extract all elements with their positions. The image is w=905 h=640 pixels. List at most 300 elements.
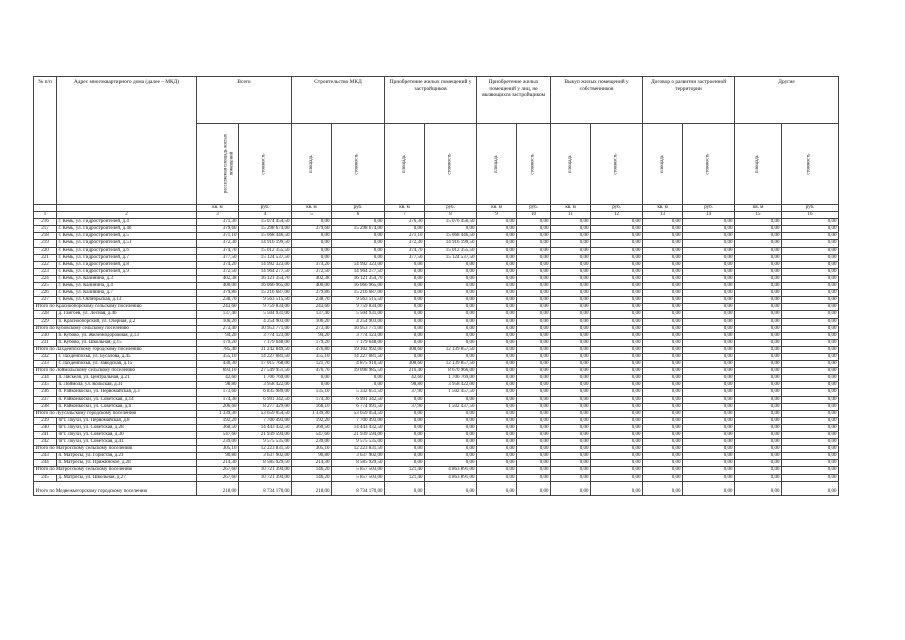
value-cell: 0,00 <box>735 268 782 275</box>
value-cell: 0,00 <box>735 240 782 247</box>
value-cell: 400,00 <box>292 283 332 290</box>
value-cell: 0,00 <box>683 290 735 297</box>
value-cell: 273,40 <box>292 325 332 332</box>
row-address: г. Кемь, ул. Октябрьская, д.13 <box>57 297 197 304</box>
value-cell: 7 179 648,00 <box>239 339 292 346</box>
value-cell: 238,70 <box>197 297 239 304</box>
value-cell: 0,00 <box>517 339 551 346</box>
value-cell: 0,00 <box>683 268 735 275</box>
value-cell: 0,00 <box>782 467 839 474</box>
value-cell: 0,00 <box>735 467 782 474</box>
header-units-row <box>34 205 839 212</box>
value-cell: 0,00 <box>425 226 477 233</box>
header-cost <box>332 124 385 205</box>
value-cell: 0,00 <box>517 240 551 247</box>
value-cell: 0,00 <box>551 396 591 403</box>
value-cell: 0,00 <box>683 474 735 481</box>
value-cell: 37,90 <box>385 403 425 410</box>
row-number: 233 <box>34 361 57 368</box>
row-number: 245 <box>34 474 57 481</box>
value-cell: 0,00 <box>643 417 683 424</box>
value-cell: 371,10 <box>385 233 425 240</box>
header-area-label: площадь <box>401 155 407 173</box>
value-cell: 0,00 <box>517 226 551 233</box>
value-cell: 0,00 <box>425 453 477 460</box>
value-cell: 0,00 <box>551 219 591 226</box>
value-cell: 0,00 <box>591 403 643 410</box>
value-cell: 0,00 <box>551 474 591 481</box>
header-cost-label: стоимость <box>613 153 619 175</box>
value-cell: 0,00 <box>385 410 425 417</box>
column-number-cell: 16 <box>782 212 839 219</box>
value-cell: 0,00 <box>643 375 683 382</box>
value-cell: 94,20 <box>292 332 332 339</box>
value-cell: 0,00 <box>735 226 782 233</box>
value-cell: 6 991 342,50 <box>239 396 292 403</box>
value-cell: 12 223 831,50 <box>332 446 385 453</box>
value-cell: 476,80 <box>292 346 332 353</box>
value-cell: 0,00 <box>591 474 643 481</box>
value-cell: 402,38 <box>197 275 239 282</box>
value-cell: 8 585 929,50 <box>239 460 292 467</box>
value-cell: 15 068 446,50 <box>239 233 292 240</box>
value-cell: 0,00 <box>591 439 643 446</box>
value-cell: 0,00 <box>385 290 425 297</box>
row-number: 234 <box>34 375 57 382</box>
value-cell: 0,00 <box>385 460 425 467</box>
value-cell: 0,00 <box>683 424 735 431</box>
table-row <box>34 261 839 268</box>
column-number-cell: 4 <box>239 212 292 219</box>
value-cell: 206,60 <box>197 403 239 410</box>
value-cell: 14 443 432,50 <box>332 424 385 431</box>
value-cell: 4 875 910,50 <box>332 361 385 368</box>
value-cell: 0,00 <box>425 432 477 439</box>
row-address: пгт. Лоухи, ул. Первомайская, д.8 <box>57 417 197 424</box>
header-area <box>292 124 332 205</box>
value-cell: 0,00 <box>517 432 551 439</box>
value-cell: 0,00 <box>643 290 683 297</box>
header-cost-label: стоимость <box>530 153 536 175</box>
table-row <box>34 339 839 346</box>
value-cell: 0,00 <box>385 339 425 346</box>
value-cell: 0,00 <box>591 254 643 261</box>
value-cell: 0,00 <box>332 247 385 254</box>
value-cell: 547,60 <box>292 432 332 439</box>
value-cell: 0,00 <box>782 403 839 410</box>
unit-cell: руб. <box>332 205 385 212</box>
value-cell: 0,00 <box>782 226 839 233</box>
row-address: г. Кемь, ул. Калинина, д.4 <box>57 283 197 290</box>
table-subtotal-row <box>34 481 839 495</box>
value-cell: 0,00 <box>735 439 782 446</box>
subtotal-label: Итого по Медвежьегорскому городскому поселению <box>34 481 197 495</box>
table-row <box>34 290 839 297</box>
value-cell: 0,00 <box>683 389 735 396</box>
value-cell: 0,00 <box>643 297 683 304</box>
value-cell: 14 227 081,50 <box>332 353 385 360</box>
value-cell: 0,00 <box>643 389 683 396</box>
value-cell: 0,00 <box>683 346 735 353</box>
value-cell: 0,00 <box>782 297 839 304</box>
value-cell: 0,00 <box>683 325 735 332</box>
value-cell: 0,00 <box>385 283 425 290</box>
value-cell: 0,00 <box>591 290 643 297</box>
subtotal-label: Итого по Кубовскому сельскому поселению <box>34 325 197 332</box>
value-cell: 0,00 <box>643 254 683 261</box>
value-cell: 0,00 <box>735 318 782 325</box>
value-cell: 0,00 <box>517 474 551 481</box>
value-cell: 0,00 <box>683 467 735 474</box>
value-cell: 0,00 <box>477 339 517 346</box>
value-cell: 0,00 <box>332 382 385 389</box>
table-row <box>34 474 839 481</box>
header-area <box>643 124 683 205</box>
value-cell: 5 332 651,50 <box>332 389 385 396</box>
value-cell: 0,00 <box>425 417 477 424</box>
value-cell: 0,00 <box>517 247 551 254</box>
value-cell: 372,30 <box>385 240 425 247</box>
value-cell: 0,00 <box>683 368 735 375</box>
value-cell: 0,00 <box>591 304 643 311</box>
value-cell: 0,00 <box>782 325 839 332</box>
value-cell: 0,00 <box>385 261 425 268</box>
value-cell: 0,00 <box>477 368 517 375</box>
value-cell: 0,00 <box>551 432 591 439</box>
value-cell: 0,00 <box>643 332 683 339</box>
value-cell: 0,00 <box>643 268 683 275</box>
value-cell: 0,00 <box>782 318 839 325</box>
value-cell: 0,00 <box>735 403 782 410</box>
row-number: 242 <box>34 439 57 446</box>
value-cell: 0,00 <box>591 219 643 226</box>
table-row <box>34 361 839 368</box>
header-group-buyout: Выкуп жилых помещений у собственников <box>551 77 643 124</box>
value-cell: 15 216 687,00 <box>239 290 292 297</box>
value-cell: 0,00 <box>782 439 839 446</box>
value-cell: 0,00 <box>385 268 425 275</box>
value-cell: 0,00 <box>385 432 425 439</box>
unit-cell: руб. <box>683 205 735 212</box>
value-cell: 0,00 <box>591 318 643 325</box>
value-cell: 0,00 <box>643 396 683 403</box>
value-cell: 371,10 <box>197 233 239 240</box>
value-cell: 37,90 <box>385 389 425 396</box>
table-row <box>34 311 839 318</box>
value-cell: 0,00 <box>385 417 425 424</box>
value-cell: 0,00 <box>735 446 782 453</box>
value-cell: 0,00 <box>477 261 517 268</box>
header-group-construction: Строительство МКД <box>292 77 385 124</box>
value-cell: 0,00 <box>735 361 782 368</box>
value-cell: 90,80 <box>292 453 332 460</box>
unit-cell: кв. м <box>292 205 332 212</box>
value-cell: 0,00 <box>477 432 517 439</box>
value-cell: 0,00 <box>332 219 385 226</box>
value-cell: 0,00 <box>517 403 551 410</box>
value-cell: 27 549 951,50 <box>239 368 292 375</box>
column-number-cell: 11 <box>551 212 591 219</box>
table-row <box>34 318 839 325</box>
value-cell: 0,00 <box>517 361 551 368</box>
value-cell: 379,86 <box>197 290 239 297</box>
value-cell: 19 098 985,50 <box>332 368 385 375</box>
table-row <box>34 297 839 304</box>
value-cell: 9 759 834,00 <box>332 304 385 311</box>
value-cell: 0,00 <box>735 382 782 389</box>
value-cell: 15 076 450,50 <box>425 219 477 226</box>
value-cell: 7 700 493,00 <box>332 417 385 424</box>
table-row <box>34 432 839 439</box>
value-cell: 0,00 <box>517 375 551 382</box>
value-cell: 0,00 <box>683 375 735 382</box>
value-cell: 0,00 <box>551 460 591 467</box>
value-cell: 216,40 <box>385 368 425 375</box>
value-cell: 121,40 <box>385 474 425 481</box>
row-address: г. Лахденпохья, ул. Заводская, д.15 <box>57 361 197 368</box>
value-cell: 243,60 <box>197 304 239 311</box>
value-cell: 0,00 <box>477 247 517 254</box>
value-cell: 0,00 <box>517 325 551 332</box>
table-subtotal-row <box>34 446 839 453</box>
value-cell: 7 700 493,00 <box>239 417 292 424</box>
value-cell: 0,00 <box>735 375 782 382</box>
value-cell: 4 863 891,00 <box>425 474 477 481</box>
row-number: 223 <box>34 268 57 275</box>
value-cell: 0,00 <box>477 446 517 453</box>
value-cell: 173,60 <box>197 389 239 396</box>
value-cell: 0,00 <box>425 268 477 275</box>
value-cell: 15 298 674,00 <box>332 226 385 233</box>
value-cell: 98,80 <box>385 382 425 389</box>
value-cell: 693,10 <box>197 368 239 375</box>
row-number: 224 <box>34 275 57 282</box>
value-cell: 0,00 <box>477 311 517 318</box>
header-cost-label: стоимость <box>354 153 360 175</box>
value-cell: 0,00 <box>591 339 643 346</box>
value-cell: 547,60 <box>197 432 239 439</box>
value-cell: 372,30 <box>197 240 239 247</box>
value-cell: 0,00 <box>591 396 643 403</box>
value-cell: 0,00 <box>551 325 591 332</box>
value-cell: 0,00 <box>591 261 643 268</box>
value-cell: 146,20 <box>292 467 332 474</box>
row-address: г. Кемь, ул. Гидростроителей, д.8 <box>57 261 197 268</box>
value-cell: 0,00 <box>683 432 735 439</box>
value-cell: 0,00 <box>385 304 425 311</box>
unit-cell: кв. м <box>385 205 425 212</box>
value-cell: 0,00 <box>735 311 782 318</box>
value-cell: 0,00 <box>385 297 425 304</box>
value-cell: 0,00 <box>683 297 735 304</box>
row-number: 230 <box>34 332 57 339</box>
value-cell: 192,20 <box>197 417 239 424</box>
value-cell: 0,00 <box>735 474 782 481</box>
row-number: 231 <box>34 339 57 346</box>
value-cell: 374,20 <box>292 261 332 268</box>
value-cell: 0,00 <box>551 346 591 353</box>
value-cell: 0,00 <box>643 446 683 453</box>
value-cell: 0,00 <box>735 219 782 226</box>
header-cost-label: стоимость <box>806 153 812 175</box>
row-number: 229 <box>34 318 57 325</box>
value-cell: 0,00 <box>735 247 782 254</box>
value-cell: 0,00 <box>425 481 477 495</box>
value-cell: 0,00 <box>477 268 517 275</box>
table-row <box>34 396 839 403</box>
value-cell: 0,00 <box>643 453 683 460</box>
value-cell: 0,00 <box>591 460 643 467</box>
value-cell: 355,10 <box>197 353 239 360</box>
value-cell: 0,00 <box>385 424 425 431</box>
value-cell: 377,50 <box>385 254 425 261</box>
value-cell: 0,00 <box>643 432 683 439</box>
value-cell: 5 857 503,00 <box>332 474 385 481</box>
row-address: пгт. Лоухи, ул. Советская, д.30 <box>57 432 197 439</box>
value-cell: 14 992 323,00 <box>332 261 385 268</box>
value-cell: 267,60 <box>197 467 239 474</box>
value-cell: 476,70 <box>292 368 332 375</box>
value-cell: 0,00 <box>643 226 683 233</box>
value-cell: 14 443 432,50 <box>239 424 292 431</box>
value-cell: 0,00 <box>782 311 839 318</box>
header-group-total: Всего <box>197 77 292 124</box>
value-cell: 0,00 <box>425 410 477 417</box>
value-cell: 0,00 <box>385 439 425 446</box>
value-cell: 0,00 <box>517 389 551 396</box>
value-cell: 0,00 <box>643 361 683 368</box>
header-column-numbers-row <box>34 212 839 219</box>
units-empty <box>57 205 197 212</box>
value-cell: 0,00 <box>385 396 425 403</box>
value-cell: 0,00 <box>782 382 839 389</box>
value-cell: 360,50 <box>292 424 332 431</box>
value-cell: 430,30 <box>197 361 239 368</box>
header-group-development: Договор о развитии застроенной территории <box>643 77 735 124</box>
value-cell: 0,00 <box>683 439 735 446</box>
value-cell: 0,00 <box>735 368 782 375</box>
subtotal-label: Итого по Луусальскому городскому поселению <box>34 410 197 417</box>
value-cell: 0,00 <box>643 382 683 389</box>
row-address: пгт. Лоухи, ул. Советская, д.28 <box>57 424 197 431</box>
value-cell: 4 863 891,00 <box>425 467 477 474</box>
value-cell: 1 706 769,00 <box>239 375 292 382</box>
value-cell: 15 124 537,50 <box>239 254 292 261</box>
table-row <box>34 403 839 410</box>
value-cell: 0,00 <box>517 453 551 460</box>
value-cell: 374,20 <box>197 261 239 268</box>
value-cell: 0,00 <box>517 219 551 226</box>
value-cell: 376,30 <box>385 219 425 226</box>
value-cell: 0,00 <box>477 346 517 353</box>
value-cell: 0,00 <box>735 339 782 346</box>
value-cell: 0,00 <box>591 467 643 474</box>
value-cell: 0,00 <box>782 453 839 460</box>
header-area-label: площадь <box>308 155 314 173</box>
value-cell: 0,00 <box>551 382 591 389</box>
value-cell: 0,00 <box>643 325 683 332</box>
header-cost <box>683 124 735 205</box>
value-cell: 0,00 <box>591 481 643 495</box>
value-cell: 146,20 <box>292 474 332 481</box>
value-cell: 0,00 <box>477 410 517 417</box>
header-area-label: площадь <box>567 155 573 173</box>
value-cell: 0,00 <box>332 233 385 240</box>
value-cell: 0,00 <box>591 368 643 375</box>
row-address: п. Краснооборский, ул. Озерная, д.2 <box>57 318 197 325</box>
column-number-cell: 9 <box>477 212 517 219</box>
table-row <box>34 233 839 240</box>
header-area-label: площадь <box>659 155 665 173</box>
row-number: 226 <box>34 290 57 297</box>
table-row <box>34 417 839 424</box>
value-cell: 0,00 <box>517 304 551 311</box>
unit-cell: руб. <box>517 205 551 212</box>
header-cost <box>517 124 551 205</box>
value-cell: 0,00 <box>683 382 735 389</box>
value-cell: 0,00 <box>477 453 517 460</box>
header-area <box>551 124 591 205</box>
value-cell: 379,60 <box>292 226 332 233</box>
value-cell: 42,60 <box>197 375 239 382</box>
column-number-cell: 2 <box>57 212 197 219</box>
value-cell: 0,00 <box>477 361 517 368</box>
value-cell: 0,00 <box>332 240 385 247</box>
value-cell: 0,00 <box>425 304 477 311</box>
row-address: г. Кемь, ул. Гидростроителей, д.7 <box>57 254 197 261</box>
value-cell: 0,00 <box>782 396 839 403</box>
value-cell: 214,30 <box>292 460 332 467</box>
table-row <box>34 226 839 233</box>
value-cell: 0,00 <box>477 275 517 282</box>
value-cell: 0,00 <box>683 361 735 368</box>
value-cell: 10 721 394,00 <box>239 467 292 474</box>
value-cell: 0,00 <box>782 389 839 396</box>
value-cell: 0,00 <box>551 332 591 339</box>
value-cell: 0,00 <box>591 424 643 431</box>
value-cell: 0,00 <box>425 339 477 346</box>
value-cell: 0,00 <box>782 254 839 261</box>
value-cell: 0,00 <box>735 283 782 290</box>
value-cell: 0,00 <box>425 460 477 467</box>
value-cell: 8 277 429,00 <box>239 403 292 410</box>
value-cell: 15 012 355,50 <box>425 247 477 254</box>
value-cell: 0,00 <box>643 353 683 360</box>
value-cell: 0,00 <box>551 361 591 368</box>
value-cell: 98,80 <box>197 382 239 389</box>
value-cell: 0,00 <box>385 318 425 325</box>
value-cell: 0,00 <box>517 332 551 339</box>
value-cell: 10 953 771,00 <box>332 325 385 332</box>
value-cell: 0,00 <box>683 396 735 403</box>
value-cell: 0,00 <box>735 432 782 439</box>
value-cell: 0,00 <box>735 304 782 311</box>
value-cell: 0,00 <box>517 439 551 446</box>
row-address: г. Кемь, ул. Гидростроителей, д.6 <box>57 247 197 254</box>
value-cell: 0,00 <box>551 254 591 261</box>
value-cell: 377,50 <box>197 254 239 261</box>
value-cell: 1 502 437,50 <box>425 403 477 410</box>
value-cell: 305,10 <box>292 446 332 453</box>
column-number-cell: 6 <box>332 212 385 219</box>
value-cell: 0,00 <box>292 247 332 254</box>
value-cell: 3 958 422,00 <box>239 382 292 389</box>
value-cell: 1 502 457,50 <box>425 389 477 396</box>
value-cell: 0,00 <box>551 311 591 318</box>
table-subtotal-row <box>34 410 839 417</box>
value-cell: 0,00 <box>782 481 839 495</box>
row-number: 222 <box>34 261 57 268</box>
